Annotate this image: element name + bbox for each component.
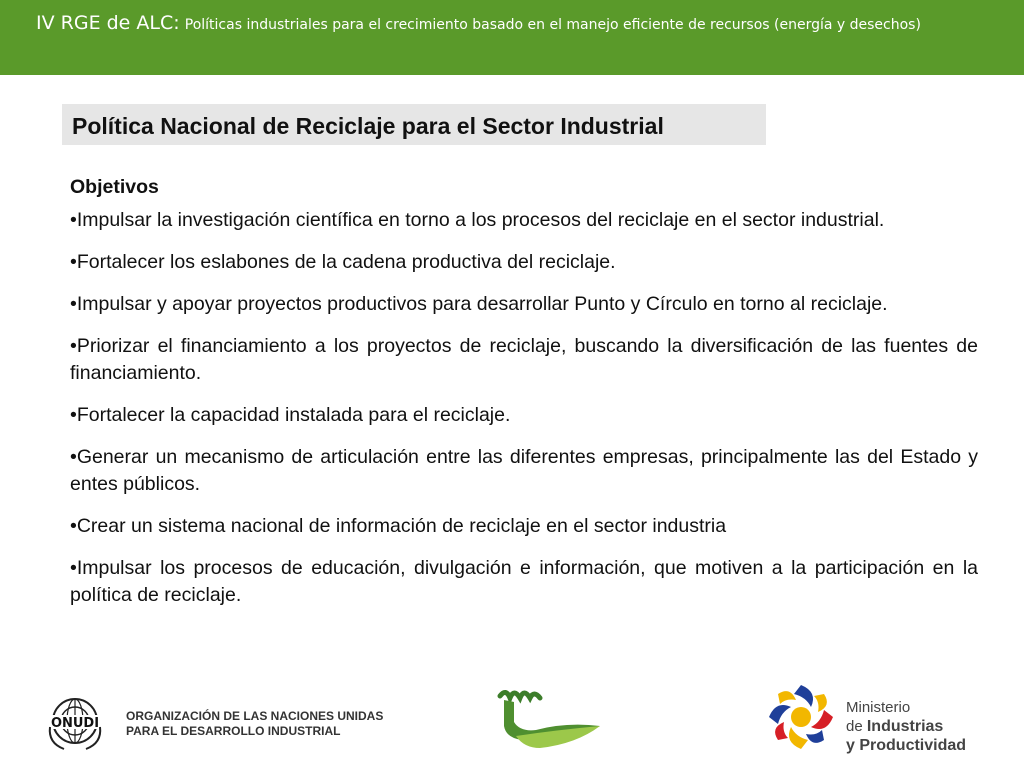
list-item: •Impulsar y apoyar proyectos productivos para desarrollar Punto y Círculo en torno al reciclaje. [70, 293, 888, 315]
list-item: •Generar un mecanismo de articulación entre las diferentes empresas, principalmente las del Estado y entes públicos. [70, 446, 978, 495]
header-title-sub: Políticas industriales para el crecimiento basado en el manejo eficiente de recursos (energía y desechos) [184, 17, 921, 33]
ministerio-line1: Ministerio [846, 699, 911, 716]
section-heading: Objetivos [70, 176, 159, 198]
green-leaf-logo-icon [496, 686, 604, 752]
header-bar [0, 0, 1024, 75]
slide-content [70, 174, 978, 624]
ministerio-line2 [846, 717, 966, 736]
ecuador-swirl-icon [766, 682, 836, 752]
ministerio-line2-bold: Industrias [866, 718, 944, 735]
ministerio-name [846, 698, 966, 755]
header-title [36, 12, 921, 34]
onudi-line2: PARA EL DESARROLLO INDUSTRIAL [126, 724, 341, 738]
list-item: •Fortalecer la capacidad instalada para el reciclaje. [70, 404, 511, 426]
footer-logos [0, 680, 1024, 768]
list-item: •Priorizar el financiamiento a los proyectos de reciclaje, buscando la diversificación de las fuentes de financiamiento. [70, 335, 978, 384]
onudi-name [126, 709, 383, 739]
list-item: •Impulsar la investigación científica en torno a los procesos del reciclaje en el sector industrial. [70, 209, 885, 231]
header-title-main: IV RGE de ALC: [36, 12, 180, 34]
objectives-list [70, 207, 978, 609]
un-emblem-icon [44, 693, 106, 755]
list-item: •Fortalecer los eslabones de la cadena productiva del reciclaje. [70, 251, 616, 273]
ministerio-line3: y Productividad [846, 737, 967, 754]
onudi-line1: ORGANIZACIÓN DE LAS NACIONES UNIDAS [126, 709, 384, 723]
slide-title: Política Nacional de Reciclaje para el Sector Industrial [72, 113, 664, 139]
onudi-logo-text: ONUDI [50, 716, 100, 731]
list-item: •Crear un sistema nacional de información de reciclaje en el sector industria [70, 515, 727, 537]
list-item: •Impulsar los procesos de educación, divulgación e información, que motiven a la participación en la política de reciclaje. [70, 557, 978, 606]
slide-title-box [62, 104, 766, 145]
ministerio-line2-prefix: de [846, 718, 867, 735]
